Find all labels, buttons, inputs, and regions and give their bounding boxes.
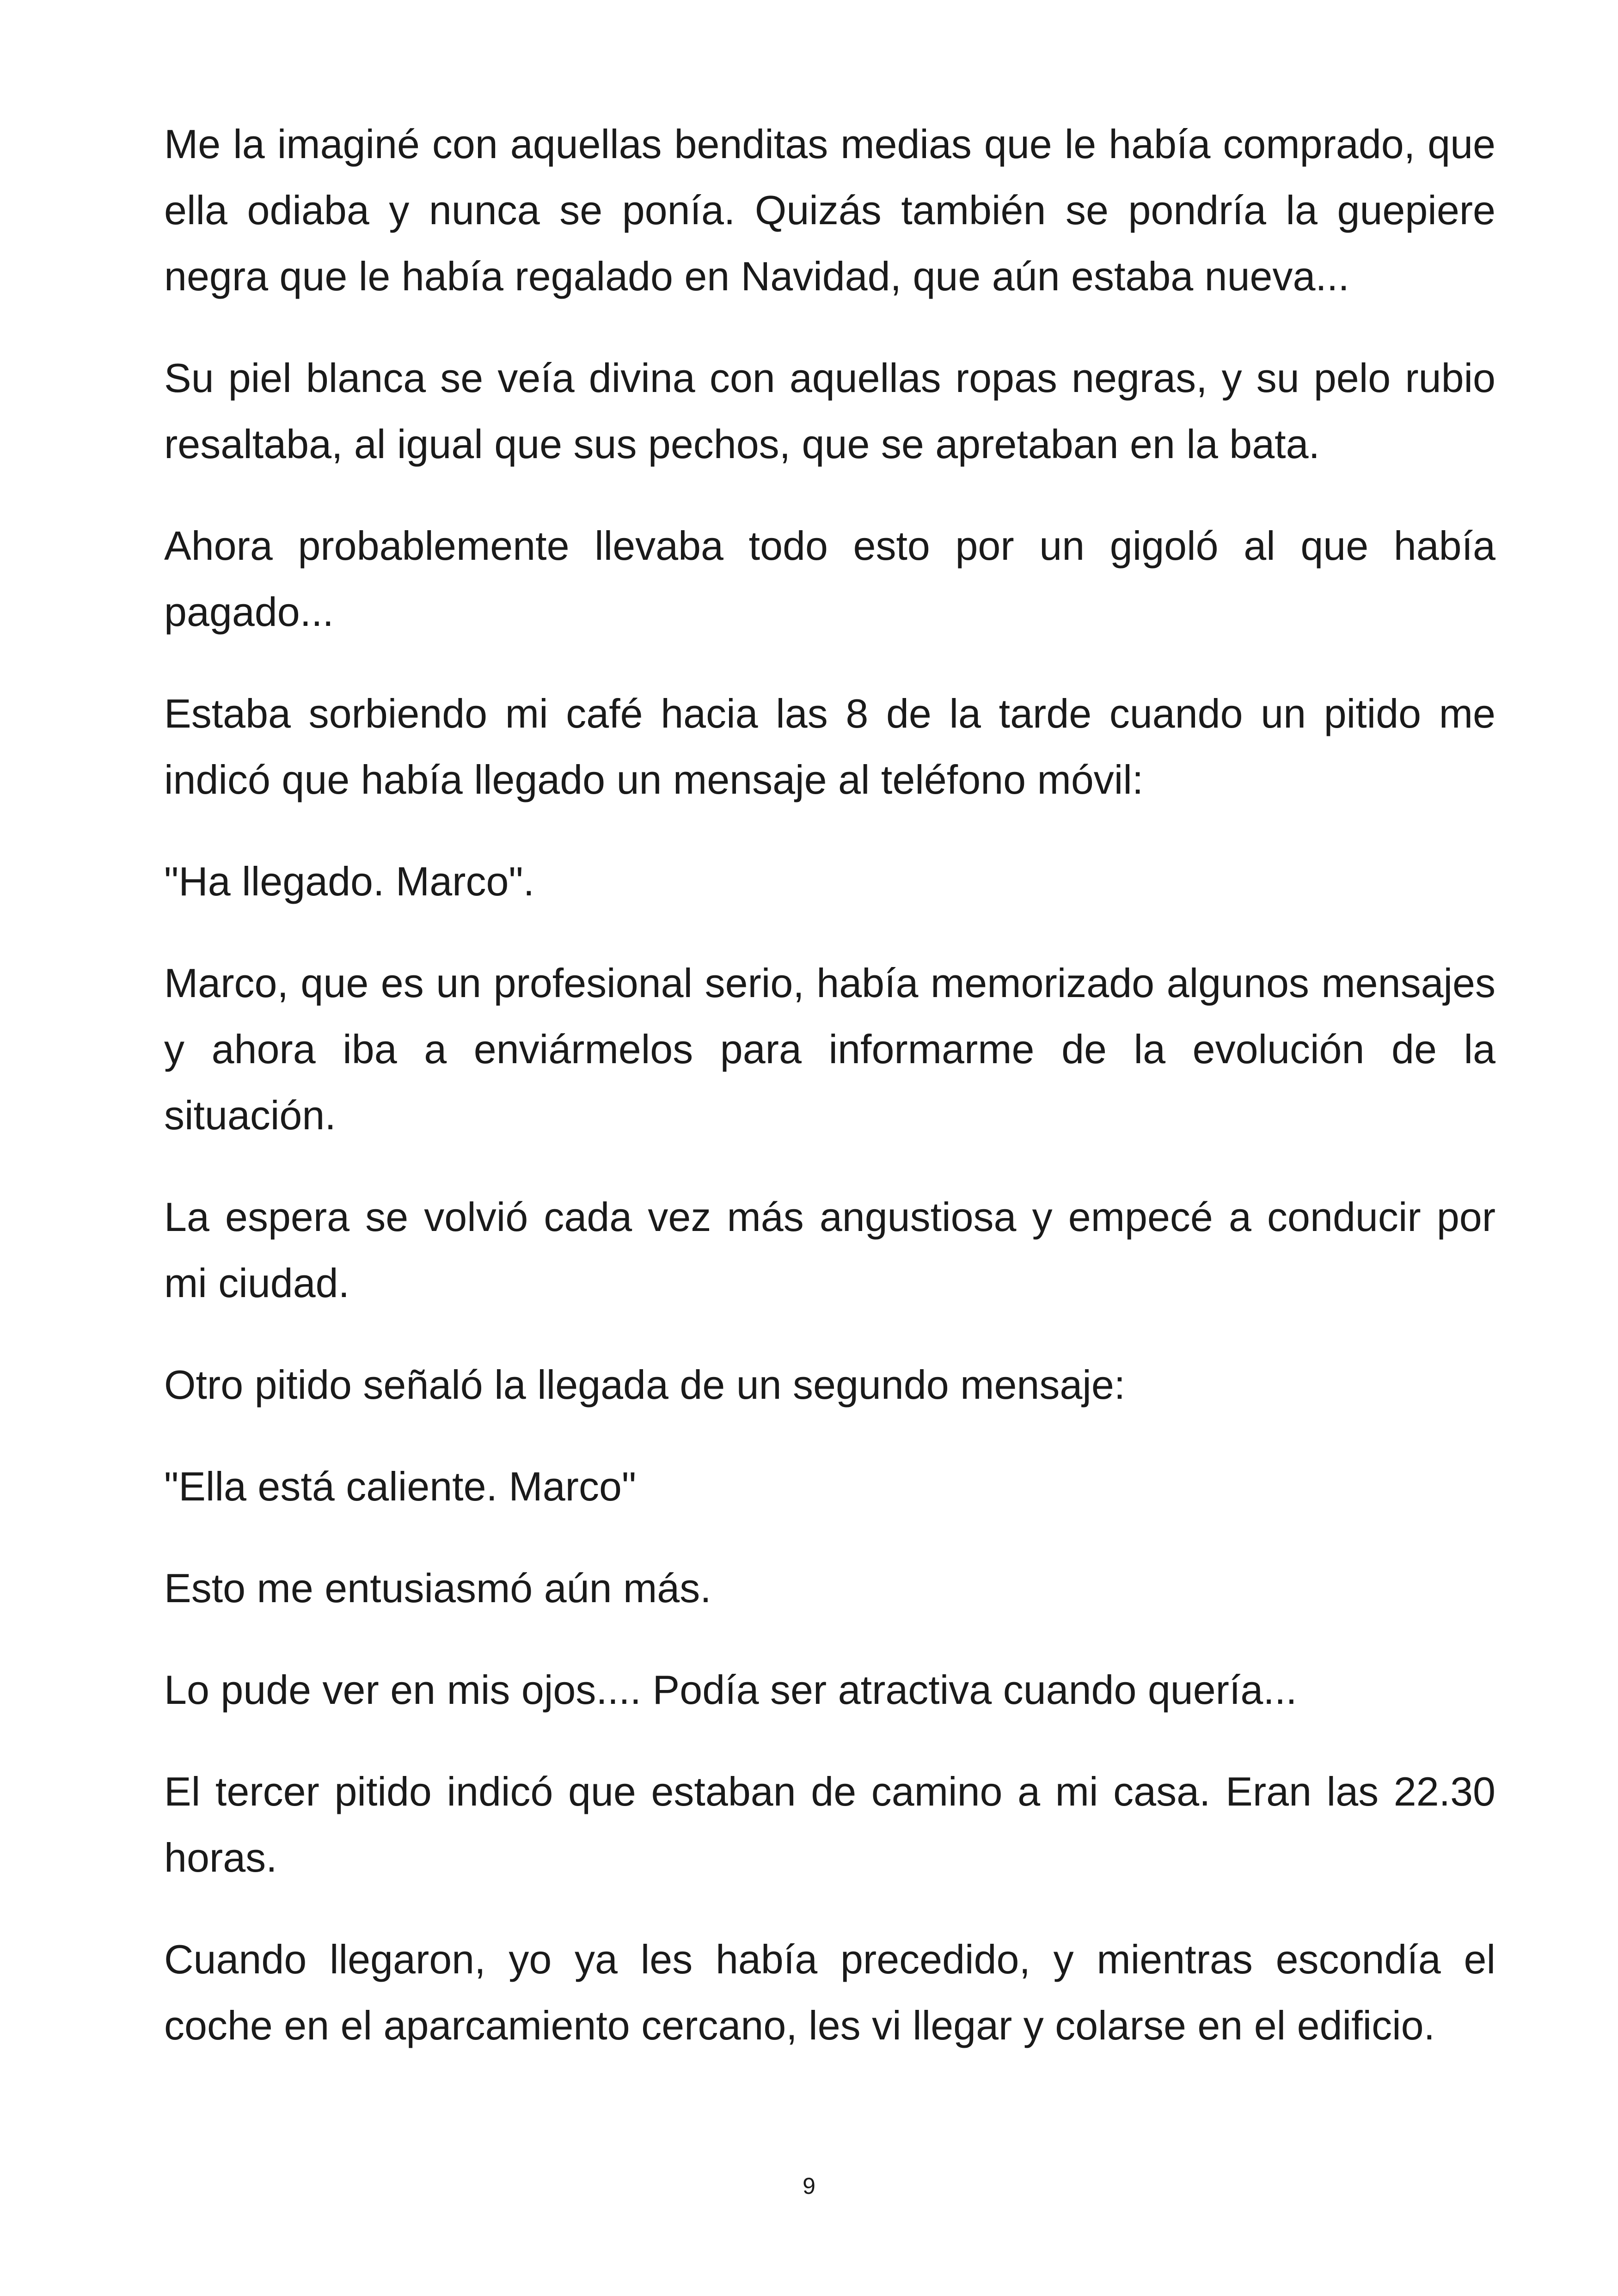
paragraph-5: "Ha llegado. Marco".: [164, 858, 535, 904]
paragraph-13: Cuando llegaron, yo ya les había precedido, y mientras escondía el coche en el aparcamiento cercano, les vi llegar y colarse en el edificio.: [164, 1936, 1495, 2048]
paragraph-12: El tercer pitido indicó que estaban de camino a mi casa. Eran las 22.30 horas.: [164, 1769, 1495, 1880]
body-text: [164, 111, 1495, 2094]
paragraph-8: Otro pitido señaló la llegada de un segundo mensaje:: [164, 1362, 1126, 1408]
paragraph-9: "Ella está caliente. Marco": [164, 1463, 637, 1509]
paragraph-3: Ahora probablemente llevaba todo esto por un gigoló al que había pagado...: [164, 523, 1495, 635]
paragraph-2: Su piel blanca se veía divina con aquellas ropas negras, y su pelo rubio resaltaba, al igual que sus pechos, que se apretaban en la bata.: [164, 355, 1495, 467]
paragraph-7: La espera se volvió cada vez más angustiosa y empecé a conducir por mi ciudad.: [164, 1194, 1495, 1306]
paragraph-1: Me la imaginé con aquellas benditas medias que le había comprado, que ella odiaba y nunca se ponía. Quizás también se pondría la guepiere negra que le había regalado en Navidad, que aún estaba nueva...: [164, 121, 1495, 299]
page-number: 9: [803, 2173, 815, 2199]
paragraph-11: Lo pude ver en mis ojos.... Podía ser atractiva cuando quería...: [164, 1667, 1297, 1713]
paragraph-6: Marco, que es un profesional serio, había memorizado algunos mensajes y ahora iba a enviármelos para informarme de la evolución de la situación.: [164, 960, 1495, 1138]
paragraph-10: Esto me entusiasmó aún más.: [164, 1565, 711, 1611]
paragraph-4: Estaba sorbiendo mi café hacia las 8 de la tarde cuando un pitido me indicó que había llegado un mensaje al teléfono móvil:: [164, 691, 1495, 802]
